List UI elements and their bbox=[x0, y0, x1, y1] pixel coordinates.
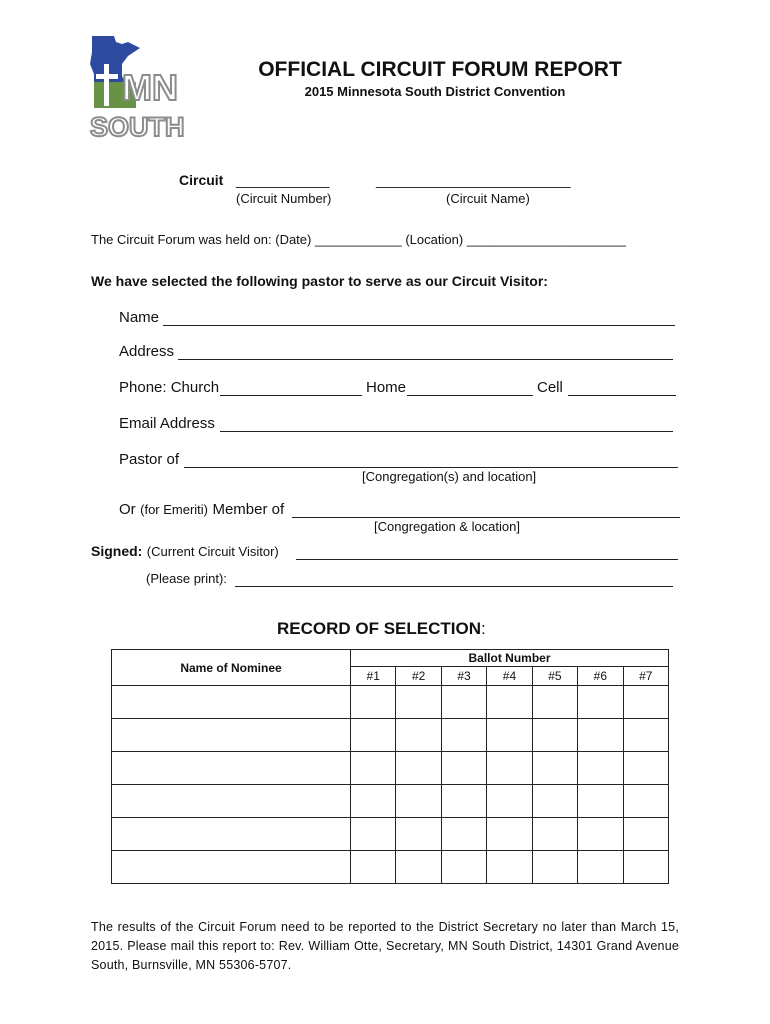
please-print-label: (Please print): bbox=[146, 571, 227, 586]
ballot-cell[interactable] bbox=[623, 785, 668, 818]
signed-note: (Current Circuit Visitor) bbox=[146, 544, 279, 559]
ballot-cell[interactable] bbox=[441, 686, 486, 719]
ballot-cell[interactable] bbox=[351, 719, 396, 752]
table-row bbox=[112, 785, 669, 818]
home-label: Home bbox=[366, 379, 407, 396]
nominee-cell[interactable] bbox=[112, 686, 351, 719]
ballot-cell[interactable] bbox=[441, 851, 486, 884]
ballot-cell[interactable] bbox=[623, 719, 668, 752]
table-row bbox=[112, 818, 669, 851]
page-subtitle: 2015 Minnesota South District Convention bbox=[304, 84, 566, 99]
member-of-label-group bbox=[119, 501, 284, 519]
signature-field[interactable] bbox=[296, 559, 678, 560]
ballot-cell[interactable] bbox=[623, 686, 668, 719]
circuit-number-field[interactable]: ____________ bbox=[236, 172, 330, 188]
ballot-cell[interactable] bbox=[578, 851, 623, 884]
nominee-cell[interactable] bbox=[112, 752, 351, 785]
ballot-cell[interactable] bbox=[351, 818, 396, 851]
ballot-cell[interactable] bbox=[487, 686, 532, 719]
address-field[interactable] bbox=[178, 359, 673, 360]
ballot-cell[interactable] bbox=[487, 818, 532, 851]
member-of-label: Member of bbox=[212, 501, 285, 518]
ballot-cell[interactable] bbox=[351, 785, 396, 818]
nominee-header: Name of Nominee bbox=[112, 650, 351, 686]
record-heading bbox=[277, 619, 486, 639]
member-of-caption: [Congregation & location] bbox=[374, 519, 520, 534]
or-label: Or bbox=[119, 501, 136, 518]
ballot-cell[interactable] bbox=[532, 818, 577, 851]
ballot-column-header: #7 bbox=[623, 667, 668, 686]
ballot-cell[interactable] bbox=[578, 818, 623, 851]
signed-label-group bbox=[91, 543, 279, 561]
pastor-of-field[interactable] bbox=[184, 467, 678, 468]
record-heading-text: RECORD OF SELECTION bbox=[277, 619, 482, 638]
ballot-cell[interactable] bbox=[351, 851, 396, 884]
ballot-cell[interactable] bbox=[487, 851, 532, 884]
circuit-number-caption: (Circuit Number) bbox=[236, 191, 332, 206]
table-row bbox=[112, 686, 669, 719]
ballot-cell[interactable] bbox=[396, 686, 441, 719]
ballot-cell[interactable] bbox=[532, 785, 577, 818]
svg-text:MN: MN bbox=[122, 67, 178, 108]
ballot-cell[interactable] bbox=[396, 752, 441, 785]
nominee-cell[interactable] bbox=[112, 719, 351, 752]
circuit-label: Circuit bbox=[179, 172, 224, 188]
table-row bbox=[112, 752, 669, 785]
nominee-cell[interactable] bbox=[112, 785, 351, 818]
circuit-name-caption: (Circuit Name) bbox=[446, 191, 530, 206]
visitor-heading: We have selected the following pastor to serve as our Circuit Visitor: bbox=[91, 273, 548, 289]
pastor-of-label: Pastor of bbox=[119, 451, 180, 468]
ballot-cell[interactable] bbox=[532, 752, 577, 785]
pastor-of-caption: [Congregation(s) and location] bbox=[362, 469, 537, 484]
cell-label: Cell bbox=[537, 379, 563, 396]
record-heading-colon: : bbox=[481, 619, 486, 638]
ballot-cell[interactable] bbox=[441, 785, 486, 818]
ballot-column-header: #6 bbox=[578, 667, 623, 686]
ballot-cell[interactable] bbox=[351, 686, 396, 719]
table-row bbox=[112, 719, 669, 752]
ballot-cell[interactable] bbox=[487, 752, 532, 785]
ballot-cell[interactable] bbox=[396, 851, 441, 884]
email-label: Email Address bbox=[119, 415, 215, 432]
ballot-cell[interactable] bbox=[578, 785, 623, 818]
address-label: Address bbox=[119, 343, 175, 360]
nominee-cell[interactable] bbox=[112, 818, 351, 851]
svg-text:SOUTH: SOUTH bbox=[90, 112, 185, 142]
ballot-cell[interactable] bbox=[396, 719, 441, 752]
emeriti-note: (for Emeriti) bbox=[140, 502, 209, 517]
ballot-cell[interactable] bbox=[396, 818, 441, 851]
ballot-cell[interactable] bbox=[441, 719, 486, 752]
cell-phone-field[interactable] bbox=[568, 395, 676, 396]
circuit-name-field[interactable]: _________________________ bbox=[376, 172, 571, 188]
ballot-cell[interactable] bbox=[578, 686, 623, 719]
ballot-cell[interactable] bbox=[578, 719, 623, 752]
ballot-column-header: #1 bbox=[351, 667, 396, 686]
ballot-cell[interactable] bbox=[487, 785, 532, 818]
page-title: OFFICIAL CIRCUIT FORUM REPORT bbox=[258, 58, 622, 81]
ballot-cell[interactable] bbox=[487, 719, 532, 752]
ballot-cell[interactable] bbox=[578, 752, 623, 785]
held-on-line[interactable]: The Circuit Forum was held on: (Date) ____________ (Location) ______________________ bbox=[91, 232, 626, 247]
record-table bbox=[111, 649, 669, 884]
ballot-cell[interactable] bbox=[441, 752, 486, 785]
member-of-field[interactable] bbox=[292, 517, 680, 518]
ballot-cell[interactable] bbox=[623, 818, 668, 851]
ballot-column-header: #2 bbox=[396, 667, 441, 686]
ballot-cell[interactable] bbox=[623, 752, 668, 785]
ballot-cell[interactable] bbox=[532, 686, 577, 719]
email-field[interactable] bbox=[220, 431, 673, 432]
ballot-cell[interactable] bbox=[351, 752, 396, 785]
table-row bbox=[112, 851, 669, 884]
phone-church-label: Phone: Church bbox=[119, 379, 220, 396]
ballot-number-header: Ballot Number bbox=[351, 650, 669, 667]
signed-label: Signed: bbox=[91, 543, 143, 559]
ballot-cell[interactable] bbox=[441, 818, 486, 851]
printed-name-field[interactable] bbox=[235, 586, 673, 587]
nominee-cell[interactable] bbox=[112, 851, 351, 884]
footer-instructions: The results of the Circuit Forum need to be reported to the District Secretary no later than March 15, 2015. Please mail this report to: Rev. William Otte, Secretary, MN South District, 14301 Grand Avenue South, Burnsville, MN 55306-5707. bbox=[91, 920, 679, 972]
ballot-cell[interactable] bbox=[623, 851, 668, 884]
ballot-column-header: #4 bbox=[487, 667, 532, 686]
home-phone-field[interactable] bbox=[407, 395, 533, 396]
ballot-cell[interactable] bbox=[396, 785, 441, 818]
name-label: Name bbox=[119, 309, 160, 326]
ballot-cell[interactable] bbox=[532, 719, 577, 752]
ballot-column-header: #5 bbox=[532, 667, 577, 686]
ballot-column-header: #3 bbox=[441, 667, 486, 686]
name-field[interactable] bbox=[163, 325, 675, 326]
ballot-cell[interactable] bbox=[532, 851, 577, 884]
phone-church-field[interactable] bbox=[220, 395, 362, 396]
